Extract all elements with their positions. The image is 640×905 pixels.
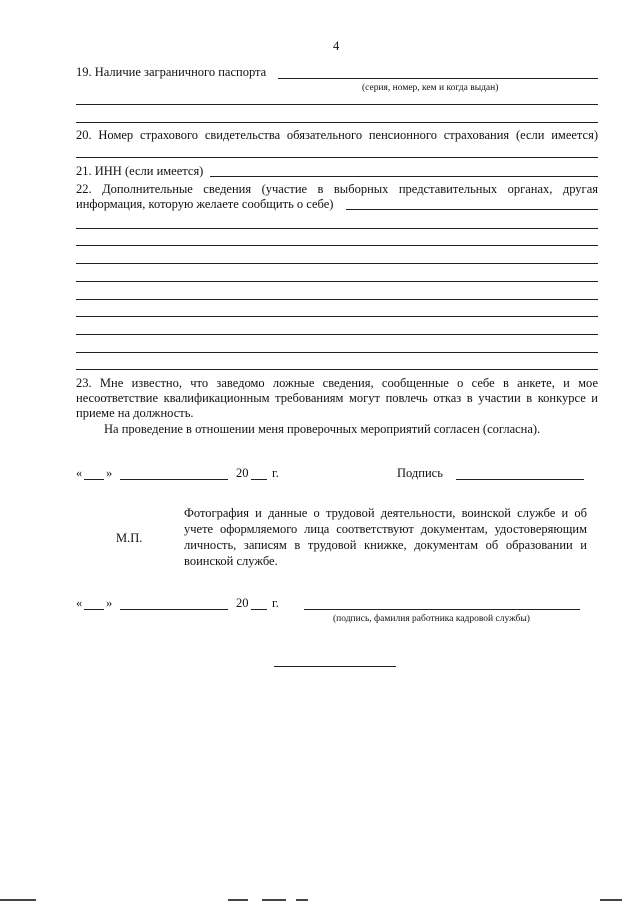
q19-label: 19. Наличие заграничного паспорта: [76, 65, 267, 79]
q20-input-line[interactable]: [76, 157, 598, 158]
applicant-year-field[interactable]: [251, 479, 267, 480]
hr-statement-line-1: Фотография и данные о трудовой деятельности, воинской службе и об: [184, 506, 587, 520]
stamp-placeholder: М.П.: [116, 531, 143, 545]
hr-signature-field[interactable]: [304, 609, 580, 610]
applicant-signature-field[interactable]: [456, 479, 584, 480]
scan-mark: [600, 899, 622, 901]
hr-statement-line-3: личность, записям в трудовой книжке, документам об образовании и: [184, 538, 587, 552]
q19-input-line[interactable]: [278, 78, 598, 79]
q22-input-line-5[interactable]: [76, 299, 598, 300]
q19-extra-line-1[interactable]: [76, 104, 598, 105]
q20-label: 20. Номер страхового свидетельства обязательного пенсионного страхования (если имеется): [76, 128, 598, 142]
applicant-date-open-quote: «: [76, 466, 83, 480]
applicant-year-prefix: 20: [236, 466, 249, 480]
q22-input-line-7[interactable]: [76, 334, 598, 335]
scan-mark: [228, 899, 248, 901]
q21-input-line[interactable]: [210, 176, 598, 177]
q22-input-line-6[interactable]: [76, 316, 598, 317]
q22-input-line-0[interactable]: [346, 209, 598, 210]
scan-mark: [0, 899, 36, 901]
hr-date-close-quote: »: [106, 596, 113, 610]
hr-month-field[interactable]: [120, 609, 228, 610]
q22-line-1: 22. Дополнительные сведения (участие в выборных представительных органах, другая: [76, 182, 598, 196]
page-number: 4: [333, 39, 340, 53]
q23-line-2: несоответствие квалификационным требованиям могут повлечь отказ в участии в конкурсе и: [76, 391, 598, 405]
hr-date-open-quote: «: [76, 596, 83, 610]
hr-year-prefix: 20: [236, 596, 249, 610]
q22-input-line-8[interactable]: [76, 352, 598, 353]
consent-statement: На проведение в отношении меня проверочных мероприятий согласен (согласна).: [104, 422, 541, 436]
hr-year-field[interactable]: [251, 609, 267, 610]
hr-year-suffix: г.: [272, 596, 279, 610]
applicant-month-field[interactable]: [120, 479, 228, 480]
q22-line-2: информация, которую желаете сообщить о себе): [76, 197, 334, 211]
q23-line-3: приеме на должность.: [76, 406, 194, 420]
q22-input-line-9[interactable]: [76, 369, 598, 370]
q23-line-1: 23. Мне известно, что заведомо ложные сведения, сообщенные о себе в анкете, и мое: [76, 376, 598, 390]
q22-input-line-1[interactable]: [76, 228, 598, 229]
applicant-date-close-quote: »: [106, 466, 113, 480]
scan-mark: [262, 899, 286, 901]
hr-statement-line-4: воинской службе.: [184, 554, 278, 568]
scan-mark: [296, 899, 308, 901]
q19-hint: (серия, номер, кем и когда выдан): [362, 83, 499, 93]
q22-input-line-2[interactable]: [76, 245, 598, 246]
hr-statement-line-2: учете оформляемого лица соответствуют документам, удостоверяющим: [184, 522, 587, 536]
q19-extra-line-2[interactable]: [76, 122, 598, 123]
q21-label: 21. ИНН (если имеется): [76, 164, 204, 178]
q22-input-line-3[interactable]: [76, 263, 598, 264]
signature-label: Подпись: [397, 466, 443, 480]
end-separator: [274, 666, 396, 667]
applicant-day-field[interactable]: [84, 479, 104, 480]
applicant-year-suffix: г.: [272, 466, 279, 480]
hr-signer-hint: (подпись, фамилия работника кадровой службы): [333, 614, 530, 624]
hr-day-field[interactable]: [84, 609, 104, 610]
q22-input-line-4[interactable]: [76, 281, 598, 282]
